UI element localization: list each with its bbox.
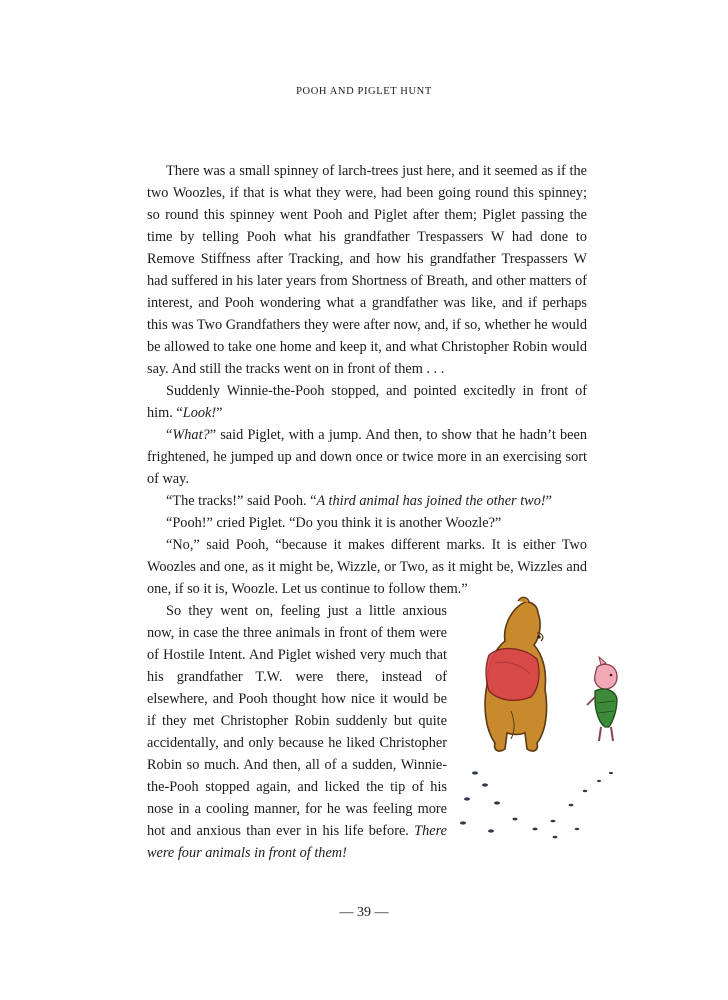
running-head: POOH AND PIGLET HUNT bbox=[296, 86, 432, 97]
paragraph: “Pooh!” cried Piglet. “Do you think it is another Woozle?” bbox=[166, 515, 502, 531]
page-number: — 39 — bbox=[339, 905, 389, 920]
paragraph: “The tracks!” said Pooh. “A third animal has joined the other two!” bbox=[166, 493, 552, 509]
paragraph: There was a small spinney of larch-trees just here, and it seemed as if the two Woozles, if that is what they were, had been going round this spinney; so round this spinney went Pooh and Piglet after them; Piglet passing the time by telling Pooh what his grandfather Trespassers W had done to Remove Stiffness after Tracking, and how his grandfather Trespassers W had suffered in his later years from Shortness of Breath, and other matters of interest, and Pooh wondering what a grandfather was like, and if perhaps this was Two Grandfathers they were after now, and, if so, whether he would be allowed to take one home and keep it, and what Christopher Robin would say. And still the tracks went on in front of them . . . bbox=[147, 163, 587, 377]
pooh-figure bbox=[485, 597, 547, 751]
paragraph: So they went on, feeling just a little anxious now, in case the three animals in front of them were of Hostile Intent. And Piglet wished very much that his grandfather T.W. were there, instead of elsewhere, and Pooh thought how nice it would be if they met Christopher Robin suddenly but quite accidentally, and only because he liked Christopher Robin so much. And then, all of a sudden, Winnie-the-Pooh stopped again, and licked the tip of his nose in a cooling manner, for he was feeling more hot and anxious than ever in his life before. There were four animals in front of them! bbox=[147, 603, 447, 861]
piglet-figure bbox=[587, 657, 617, 741]
paragraph: Suddenly Winnie-the-Pooh stopped, and pointed excitedly in front of him. “Look!” bbox=[147, 383, 587, 421]
paragraph: “No,” said Pooh, “because it makes different marks. It is either Two Woozles and one, as it might be, Wizzle, or Two, as it might be, Wizzles and one, if so it is, Woozle. Let us continue to follow them.” bbox=[147, 537, 587, 597]
paragraph: “What?” said Piglet, with a jump. And then, to show that he hadn’t been frightened, he jumped up and down once or twice more in an exercising sort of way. bbox=[147, 427, 587, 487]
pooh-piglet-illustration bbox=[445, 593, 625, 845]
footprint-tracks bbox=[460, 771, 613, 838]
